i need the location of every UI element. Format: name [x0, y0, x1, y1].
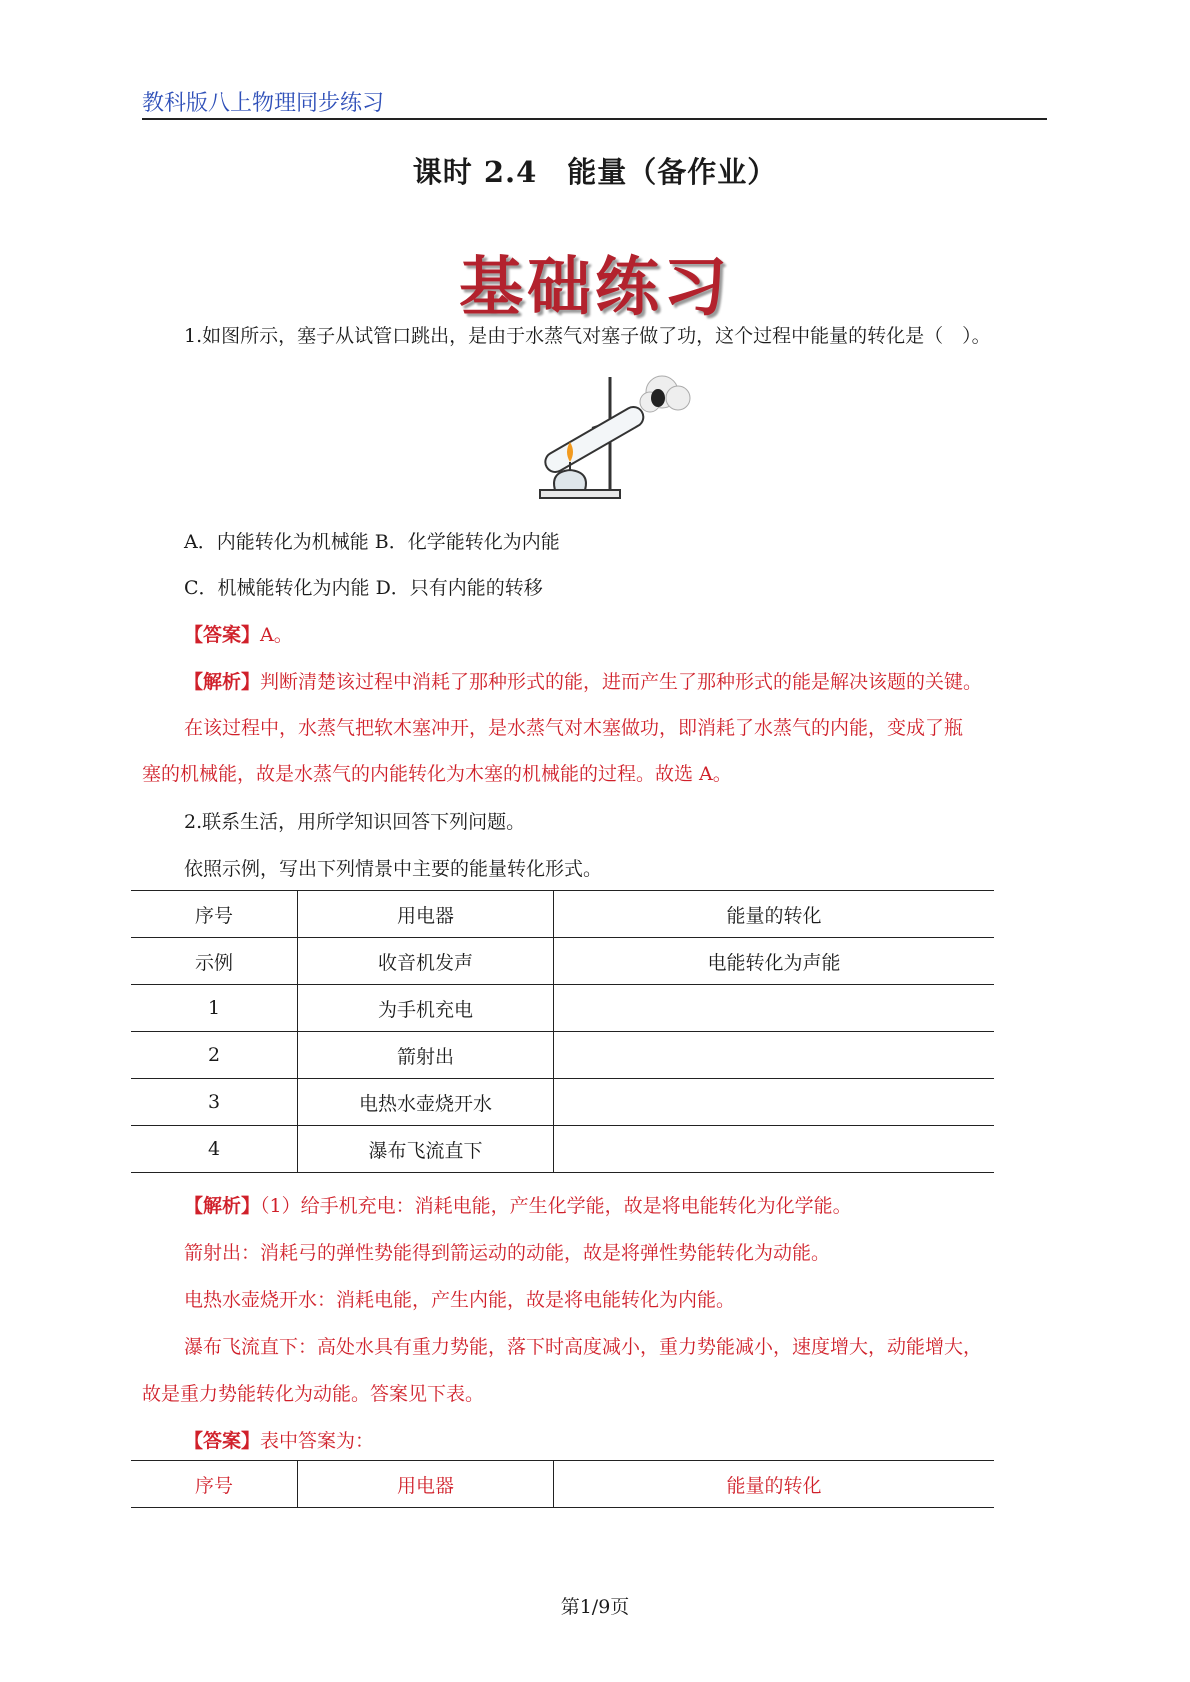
table-cell: 电热水壶烧开水: [298, 1079, 554, 1126]
q1-options-cd: C．机械能转化为内能 D．只有内能的转移: [184, 577, 543, 599]
q2-analysis-tag: 【解析】: [184, 1195, 261, 1217]
q2-header-device: 用电器: [298, 891, 554, 938]
q2-analysis-line-2: 箭射出：消耗弓的弹性势能得到箭运动的动能，故是将弹性势能转化为动能。: [184, 1242, 831, 1264]
test-tube-apparatus-illustration: [530, 372, 700, 512]
table-cell: 4: [131, 1126, 298, 1173]
q2-answer-header-device: 用电器: [298, 1461, 554, 1508]
q1-answer: [184, 621, 293, 649]
q2-answer-header-index: 序号: [131, 1461, 298, 1508]
q1-analysis-tag: 【解析】: [184, 671, 261, 693]
q2-table-header-row: [131, 891, 994, 938]
table-row: [131, 1079, 994, 1126]
table-cell: 1: [131, 985, 298, 1032]
q1-stem: 1.如图所示，塞子从试管口跳出，是由于水蒸气对塞子做了功，这个过程中能量的转化是（ ）。: [184, 325, 991, 347]
page-number: 第1/9页: [560, 1596, 630, 1618]
q2-analysis-line-4: 瀑布飞流直下：高处水具有重力势能，落下时高度减小，重力势能减小，速度增大，动能增大，: [184, 1336, 983, 1358]
table-row: [131, 938, 994, 985]
q1-options-ab: A．内能转化为机械能 B．化学能转化为内能: [184, 531, 560, 553]
page-title: 课时 2.4 能量（备作业）: [412, 155, 778, 189]
table-cell: [554, 1126, 995, 1173]
table-cell: [554, 1032, 995, 1079]
q2-answer: [184, 1427, 374, 1455]
q2-instruction: 依照示例，写出下列情景中主要的能量转化形式。: [184, 858, 603, 880]
table-row: [131, 985, 994, 1032]
table-cell: 箭射出: [298, 1032, 554, 1079]
q2-header-index: 序号: [131, 891, 298, 938]
q2-answer-table-header-row: [131, 1461, 994, 1508]
table-cell: 为手机充电: [298, 985, 554, 1032]
q1-answer-text: A。: [260, 624, 293, 646]
q1-analysis-line-3: 塞的机械能，故是水蒸气的内能转化为木塞的机械能的过程。故选 A。: [142, 763, 732, 785]
q2-header-conversion: 能量的转化: [554, 891, 995, 938]
q2-answer-tag: 【答案】: [184, 1430, 261, 1452]
table-cell: [554, 985, 995, 1032]
q2-stem: 2.联系生活，用所学知识回答下列问题。: [184, 811, 526, 833]
q1-answer-tag: 【答案】: [184, 624, 261, 646]
table-row: [131, 1126, 994, 1173]
q2-answer-table: [131, 1460, 994, 1508]
q2-answer-text: 表中答案为：: [260, 1430, 375, 1452]
table-row: [131, 1032, 994, 1079]
q2-answer-header-conversion: 能量的转化: [554, 1461, 995, 1508]
q1-analysis-text-1: 判断清楚该过程中消耗了那种形式的能，进而产生了那种形式的能是解决该题的关键。: [260, 671, 983, 693]
table-cell: 瀑布飞流直下: [298, 1126, 554, 1173]
q2-table: [131, 890, 994, 1173]
table-cell: 收音机发声: [298, 938, 554, 985]
q1-analysis-line-1: [184, 668, 982, 696]
q2-analysis-line-5: 故是重力势能转化为动能。答案见下表。: [142, 1383, 485, 1405]
q2-analysis-line-3: 电热水壶烧开水：消耗电能，产生内能，故是将电能转化为内能。: [184, 1289, 736, 1311]
table-cell: 示例: [131, 938, 298, 985]
table-cell: 电能转化为声能: [554, 938, 995, 985]
table-cell: 2: [131, 1032, 298, 1079]
q2-analysis-text-1: （1）给手机充电：消耗电能，产生化学能，故是将电能转化为化学能。: [260, 1195, 852, 1217]
q2-analysis-line-1: [184, 1192, 852, 1220]
q1-analysis-line-2: 在该过程中，水蒸气把软木塞冲开，是水蒸气对木塞做功，即消耗了水蒸气的内能，变成了瓶: [184, 717, 964, 739]
table-cell: [554, 1079, 995, 1126]
header-text: 教科版八上物理同步练习: [142, 91, 385, 116]
section-banner: 基础练习: [459, 251, 731, 325]
table-cell: 3: [131, 1079, 298, 1126]
page-header: [142, 84, 1047, 120]
